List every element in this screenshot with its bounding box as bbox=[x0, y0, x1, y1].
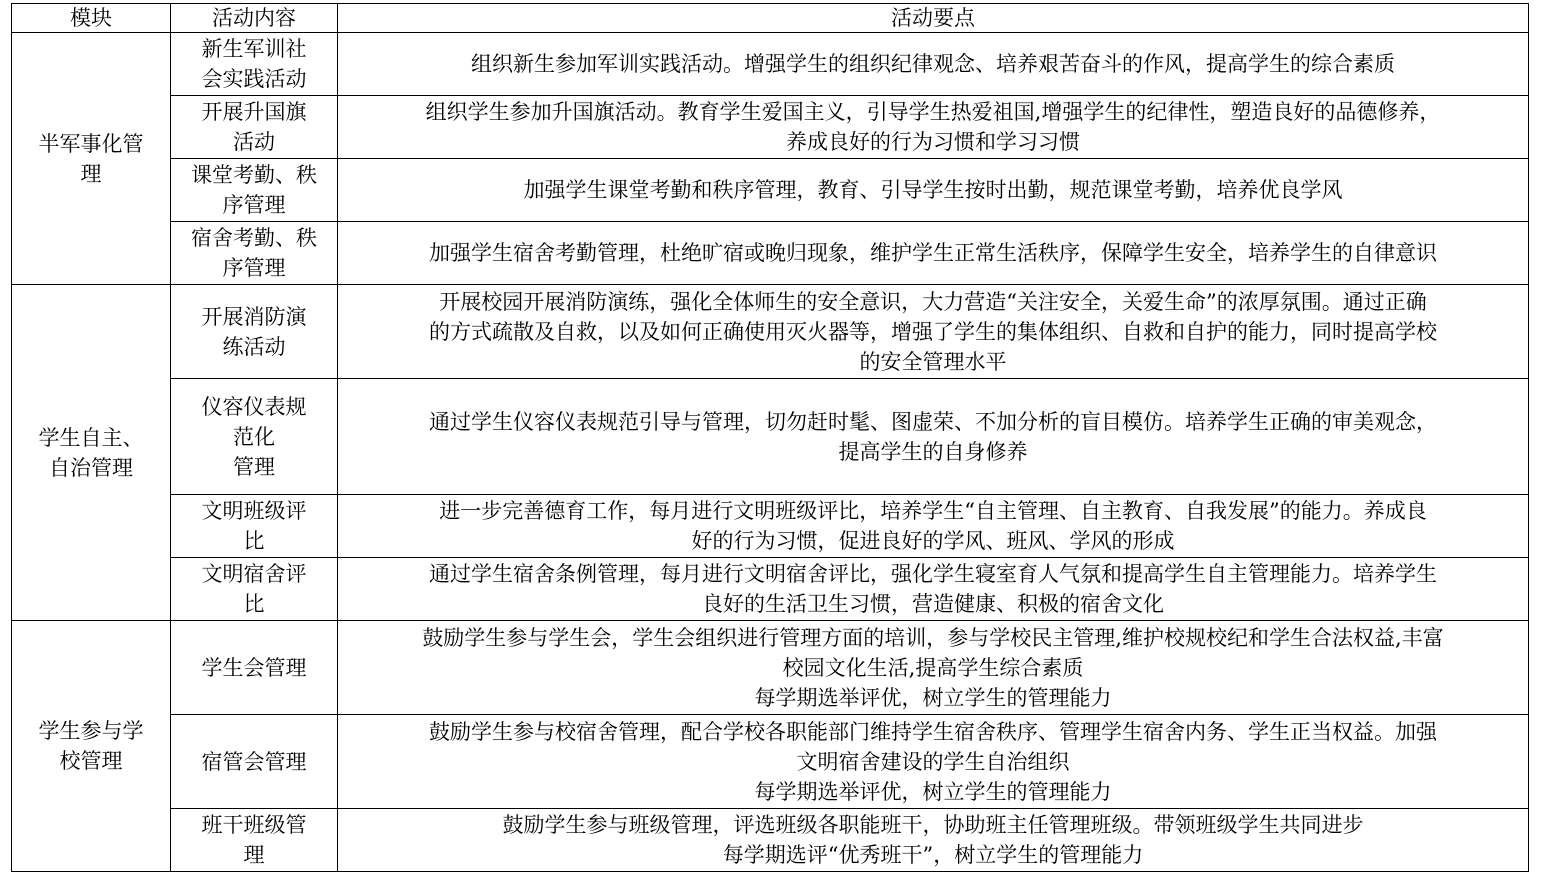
activity-line: 比 bbox=[243, 529, 265, 553]
points-line: 加强学生宿舍考勤管理，杜绝旷宿或晚归现象，维护学生正常生活秩序，保障学生安全，培养学生的自律意识 bbox=[429, 241, 1437, 265]
table-row bbox=[12, 558, 1529, 621]
activity-cell bbox=[171, 621, 338, 715]
table-row bbox=[12, 285, 1529, 379]
activity-line: 宿舍考勤、秩 bbox=[191, 226, 317, 250]
activity-line: 比 bbox=[243, 592, 265, 616]
activity-cell bbox=[171, 809, 338, 872]
module-cell bbox=[12, 33, 171, 285]
points-line: 好的行为习惯，促进良好的学风、班风、学风的形成 bbox=[691, 529, 1175, 553]
activity-line: 仪容仪表规 bbox=[201, 394, 307, 419]
activity-line: 新生军训社 bbox=[201, 37, 307, 61]
points-line: 组织新生参加军训实践活动。增强学生的组织纪律观念、培养艰苦奋斗的作风，提高学生的综合素质 bbox=[471, 52, 1395, 76]
activity-line: 宿管会管理 bbox=[201, 749, 307, 774]
activity-line: 学生会管理 bbox=[201, 655, 307, 680]
points-cell bbox=[338, 33, 1529, 96]
points-line: 的方式疏散及自救，以及如何正确使用灭火器等，增强了学生的集体组织、自救和自护的能力，同时提高学校 bbox=[429, 319, 1437, 344]
points-line: 每学期选评“优秀班干”，树立学生的管理能力 bbox=[722, 843, 1144, 867]
module-cell bbox=[12, 621, 171, 872]
activity-line: 练活动 bbox=[222, 334, 286, 359]
activity-cell bbox=[171, 379, 338, 495]
points-line: 开展校园开展消防演练，强化全体师生的安全意识，大力营造“关注安全，关爱生命”的浓厚氛围。通过正确 bbox=[439, 289, 1427, 314]
activity-line: 管理 bbox=[233, 454, 275, 479]
table-row bbox=[12, 621, 1529, 715]
activity-cell bbox=[171, 96, 338, 159]
activity-line: 文明宿舍评 bbox=[201, 562, 307, 586]
table-row bbox=[12, 96, 1529, 159]
activity-cell bbox=[171, 33, 338, 96]
header-activity: 活动内容 bbox=[171, 4, 338, 33]
activity-line: 范化 bbox=[233, 424, 275, 449]
module-name-line: 校管理 bbox=[59, 749, 123, 773]
activity-cell bbox=[171, 285, 338, 379]
points-line: 文明宿舍建设的学生自治组织 bbox=[796, 749, 1070, 774]
activity-line: 班干班级管 bbox=[201, 813, 307, 837]
activity-line: 序管理 bbox=[222, 193, 286, 217]
header-module: 模块 bbox=[12, 4, 171, 33]
points-cell bbox=[338, 715, 1529, 809]
points-line: 通过学生宿舍条例管理，每月进行文明宿舍评比，强化学生寝室育人气氛和提高学生自主管理能力。培养学生 bbox=[429, 562, 1437, 586]
module-name-line: 自治管理 bbox=[49, 455, 133, 480]
points-cell bbox=[338, 809, 1529, 872]
header-points: 活动要点 bbox=[338, 4, 1529, 33]
activity-line: 会实践活动 bbox=[201, 67, 307, 91]
module-name-line: 理 bbox=[80, 161, 102, 186]
points-line: 每学期选举评优，树立学生的管理能力 bbox=[754, 779, 1112, 804]
points-line: 鼓励学生参与校宿舍管理，配合学校各职能部门维持学生宿舍秩序、管理学生宿舍内务、学生正当权益。加强 bbox=[429, 719, 1437, 744]
points-line: 提高学生的自身修养 bbox=[838, 439, 1028, 464]
points-cell bbox=[338, 558, 1529, 621]
activity-cell bbox=[171, 159, 338, 222]
points-cell bbox=[338, 621, 1529, 715]
table-body bbox=[12, 33, 1529, 872]
table-row bbox=[12, 715, 1529, 809]
table-row bbox=[12, 495, 1529, 558]
activity-line: 活动 bbox=[233, 130, 275, 154]
points-line: 养成良好的行为习惯和学习习惯 bbox=[786, 130, 1080, 154]
points-line: 鼓励学生参与班级管理，评选班级各职能班干，协助班主任管理班级。带领班级学生共同进步 bbox=[502, 813, 1364, 837]
activity-cell bbox=[171, 222, 338, 285]
activity-cell bbox=[171, 495, 338, 558]
points-cell bbox=[338, 159, 1529, 222]
module-name-line: 学生自主、 bbox=[38, 425, 144, 450]
activity-table bbox=[11, 3, 1529, 872]
points-cell bbox=[338, 495, 1529, 558]
points-cell bbox=[338, 285, 1529, 379]
points-line: 良好的生活卫生习惯，营造健康、积极的宿舍文化 bbox=[702, 592, 1164, 616]
table-row bbox=[12, 222, 1529, 285]
points-cell bbox=[338, 222, 1529, 285]
points-line: 加强学生课堂考勤和秩序管理，教育、引导学生按时出勤，规范课堂考勤，培养优良学风 bbox=[523, 178, 1343, 202]
table-row bbox=[12, 159, 1529, 222]
points-line: 每学期选举评优，树立学生的管理能力 bbox=[754, 685, 1112, 710]
module-name-line: 半军事化管 bbox=[38, 131, 144, 156]
activity-line: 理 bbox=[243, 843, 265, 867]
points-cell bbox=[338, 379, 1529, 495]
activity-line: 课堂考勤、秩 bbox=[191, 163, 317, 187]
module-name-line: 学生参与学 bbox=[38, 719, 144, 743]
activity-cell bbox=[171, 715, 338, 809]
points-line: 的安全管理水平 bbox=[859, 349, 1007, 374]
points-line: 进一步完善德育工作，每月进行文明班级评比，培养学生“自主管理、自主教育、自我发展”的能力。养成良 bbox=[439, 499, 1427, 523]
table-row bbox=[12, 33, 1529, 96]
points-line: 校园文化生活,提高学生综合素质 bbox=[782, 655, 1084, 680]
activity-line: 序管理 bbox=[222, 256, 286, 280]
module-cell bbox=[12, 285, 171, 621]
activity-cell bbox=[171, 558, 338, 621]
points-line: 鼓励学生参与学生会，学生会组织进行管理方面的培训，参与学校民主管理,维护校规校纪和学生合法权益,丰富 bbox=[422, 625, 1444, 650]
points-cell bbox=[338, 96, 1529, 159]
activity-line: 文明班级评 bbox=[201, 499, 307, 523]
activity-line: 开展升国旗 bbox=[201, 100, 307, 124]
table-row bbox=[12, 379, 1529, 495]
table-row bbox=[12, 809, 1529, 872]
points-line: 通过学生仪容仪表规范引导与管理，切勿赶时髦、图虚荣、不加分析的盲目模仿。培养学生正确的审美观念， bbox=[429, 409, 1437, 434]
points-line: 组织学生参加升国旗活动。教育学生爱国主义，引导学生热爱祖国,增强学生的纪律性，塑造良好的品德修养， bbox=[425, 100, 1441, 124]
header-row bbox=[12, 4, 1529, 33]
activity-line: 开展消防演 bbox=[201, 304, 307, 329]
